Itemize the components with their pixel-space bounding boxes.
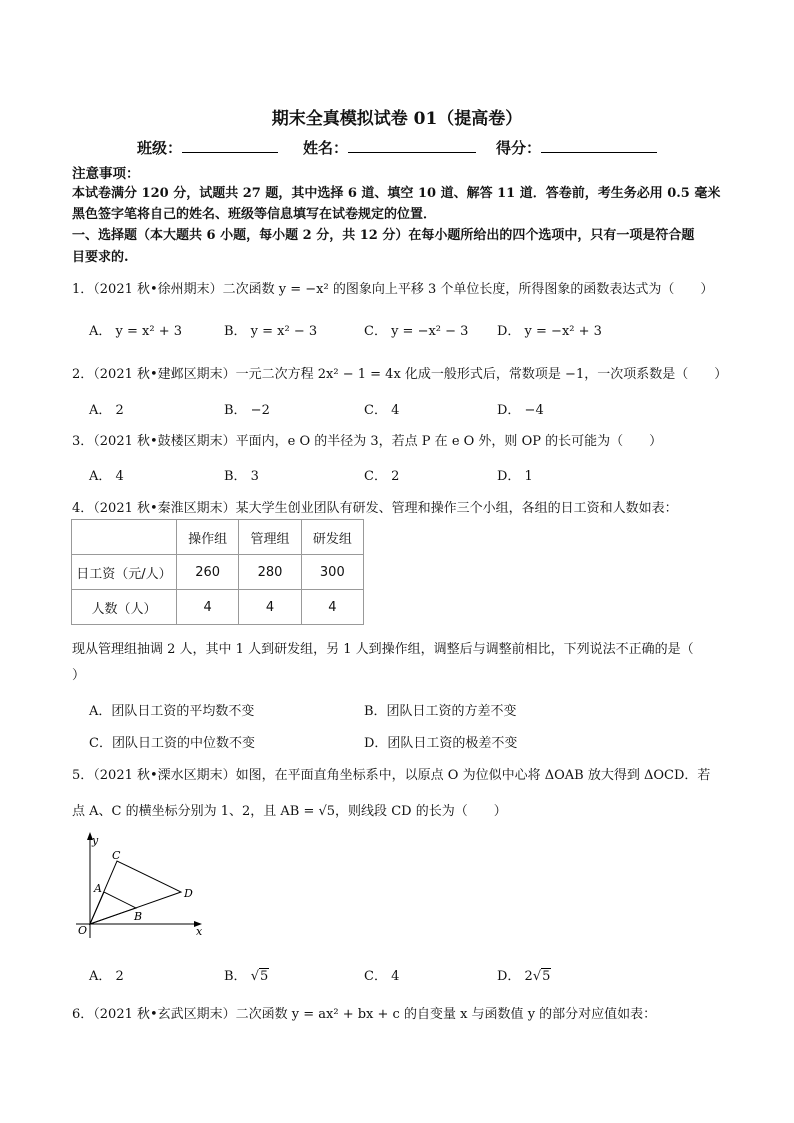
q1-option-c: C． y = −x² − 3 — [364, 324, 469, 339]
q1-option-a: A． y = x² + 3 — [89, 324, 182, 339]
table-cell: 人数（人） — [72, 590, 177, 625]
q4-stem: 4．（2021 秋•秦淮区期末）某大学生创业团队有研发、管理和操作三个小组，各组的日工资和人数如表： — [72, 501, 678, 516]
score-field — [496, 137, 657, 158]
q5-option-b-radicand: 5 — [259, 969, 269, 984]
q1-option-b: B． y = x² − 3 — [224, 324, 318, 339]
score-blank — [541, 138, 657, 153]
table-cell — [72, 520, 177, 555]
point-b-label: B — [134, 910, 143, 923]
section-1-line-2: 目要求的. — [72, 250, 129, 265]
table-row — [72, 520, 364, 555]
q5-option-d-prefix: D． 2 — [497, 969, 533, 984]
table-header-cell: 操作组 — [177, 520, 239, 555]
q3-option-a: A． 4 — [89, 469, 124, 484]
q5-option-b: B． √5 — [224, 969, 269, 984]
y-axis-label: y — [92, 834, 99, 847]
q3-stem: 3．（2021 秋•鼓楼区期末）平面内，e O 的半径为 3，若点 P 在 e O 外，则 OP 的长可能为（ ） — [72, 434, 663, 449]
q1-stem: 1．（2021 秋•徐州期末）二次函数 y = −x² 的图象向上平移 3 个单位长度，所得图象的函数表达式为（ ） — [72, 282, 714, 297]
q4-option-a: A．团队日工资的平均数不变 — [89, 704, 255, 719]
q4-option-d: D．团队日工资的极差不变 — [364, 736, 518, 751]
q3-option-c: C． 2 — [364, 469, 400, 484]
table-cell: 4 — [239, 590, 301, 625]
table-cell: 280 — [239, 555, 301, 590]
class-field — [137, 137, 278, 158]
q6-stem: 6．（2021 秋•玄武区期末）二次函数 y = ax² + bx + c 的自变量 x 与函数值 y 的部分对应值如表： — [72, 1007, 657, 1022]
origin-label: O — [78, 924, 88, 937]
q3-option-b: B． 3 — [224, 469, 259, 484]
x-axis-label: x — [196, 925, 203, 938]
q5-option-b-prefix: B． — [224, 969, 247, 984]
q4-option-c: C．团队日工资的中位数不变 — [89, 736, 255, 751]
point-c-label: C — [112, 849, 121, 862]
q2-stem: 2．（2021 秋•建邺区期末）一元二次方程 2x² − 1 = 4x 化成一般形式后，常数项是 −1，一次项系数是（ ） — [72, 367, 728, 382]
q2-option-c: C． 4 — [364, 403, 400, 418]
q2-option-d: D． −4 — [497, 403, 544, 418]
score-label: 得分： — [496, 139, 542, 157]
page-title: 期末全真模拟试卷 01（提高卷） — [271, 109, 523, 129]
point-a-label: A — [94, 882, 102, 895]
name-label: 姓名： — [303, 139, 349, 157]
q5-option-d: D． 2√5 — [497, 969, 551, 984]
q5-option-a: A． 2 — [89, 969, 124, 984]
class-blank — [182, 138, 278, 153]
q5-figure — [70, 830, 210, 942]
section-1-line-1: 一、选择题（本大题共 6 小题，每小题 2 分，共 12 分）在每小题所给出的四个选项中，只有一项是符合题 — [72, 228, 695, 243]
class-label: 班级： — [137, 139, 183, 157]
q5-option-c: C． 4 — [364, 969, 400, 984]
table-cell: 260 — [177, 555, 239, 590]
q5-stem-line-2: 点 A、C 的横坐标分别为 1、2，且 AB = √5，则线段 CD 的长为（ ） — [72, 804, 507, 819]
name-blank — [348, 138, 476, 153]
table-cell: 4 — [177, 590, 239, 625]
q2-option-b: B． −2 — [224, 403, 270, 418]
q4-follow-line-1: 现从管理组抽调 2 人，其中 1 人到研发组，另 1 人到操作组，调整后与调整前相比，下列说法不正确的是（ — [72, 642, 694, 657]
point-d-label: D — [184, 887, 193, 900]
table-row — [72, 555, 364, 590]
q1-option-d: D． y = −x² + 3 — [497, 324, 602, 339]
q5-stem-line-1: 5．（2021 秋•溧水区期末）如图，在平面直角坐标系中，以原点 O 为位似中心将 ΔOAB 放大得到 ΔOCD．若 — [72, 768, 711, 783]
triangle-oab — [90, 892, 136, 924]
q4-follow-line-2: ） — [72, 668, 86, 683]
q3-option-d: D． 1 — [497, 469, 533, 484]
table-row — [72, 590, 364, 625]
q4-option-b: B．团队日工资的方差不变 — [364, 704, 517, 719]
table-cell: 300 — [301, 555, 363, 590]
q4-table — [71, 519, 364, 625]
q2-option-a: A． 2 — [89, 403, 124, 418]
notice-heading: 注意事项： — [72, 166, 140, 182]
notice-line-2: 黑色签字笔将自己的姓名、班级等信息填写在试卷规定的位置． — [72, 207, 437, 222]
table-cell: 日工资（元/人） — [72, 555, 177, 590]
name-field — [303, 137, 476, 158]
q5-option-d-radicand: 5 — [542, 969, 551, 984]
table-header-cell: 管理组 — [239, 520, 301, 555]
table-header-cell: 研发组 — [301, 520, 363, 555]
notice-line-1: 本试卷满分 120 分，试题共 27 题，其中选择 6 道、填空 10 道、解答 11 道．答卷前，考生务必用 0.5 毫米 — [72, 186, 721, 201]
table-cell: 4 — [301, 590, 363, 625]
